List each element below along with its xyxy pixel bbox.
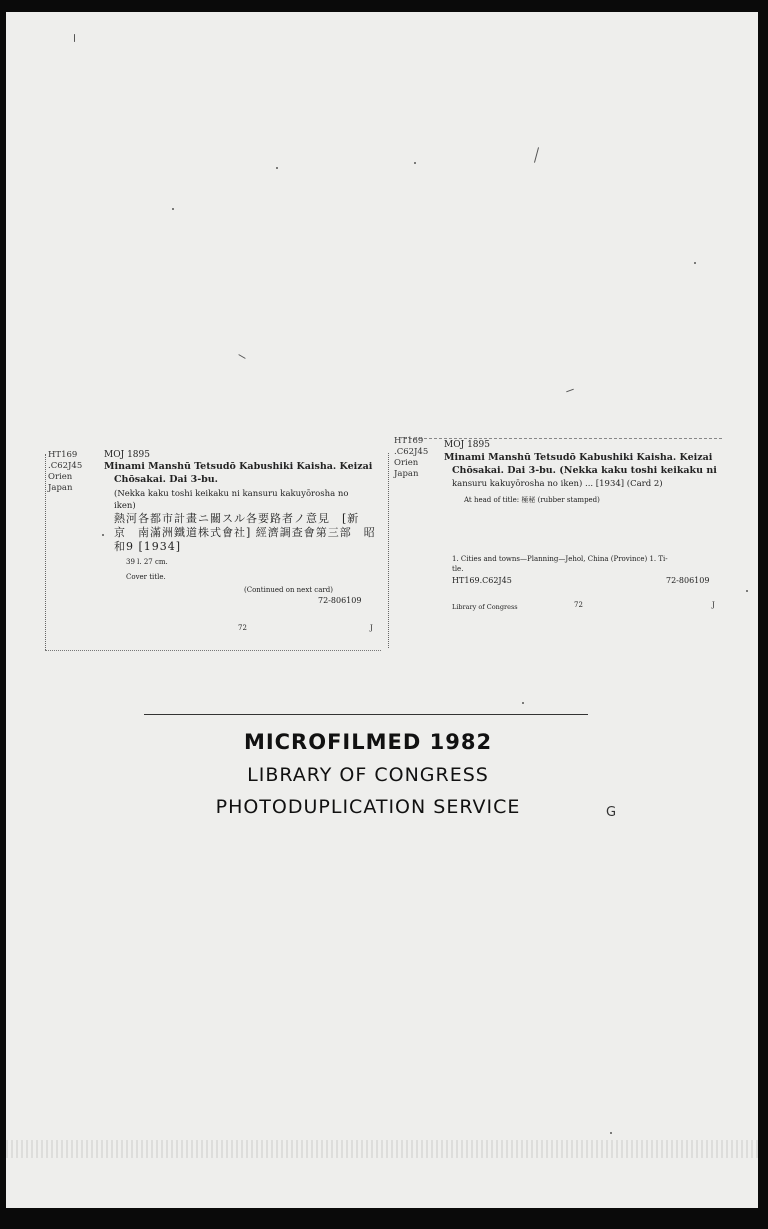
card-1-left-border xyxy=(45,454,46,650)
catalog-card-1 xyxy=(48,450,382,650)
card-2-accession: MOJ 1895 xyxy=(444,440,490,450)
stamp-library: LIBRARY OF CONGRESS xyxy=(247,764,489,786)
call-line: Japan xyxy=(48,483,73,493)
catalog-card-2 xyxy=(394,423,726,648)
card-1-accession: MOJ 1895 xyxy=(104,450,150,460)
card-1-continued: (Continued on next card) xyxy=(244,586,333,594)
card-1-main-entry: Minami Manshū Tetsudō Kabushiki Kaisha. Keizai xyxy=(104,461,373,472)
scan-speck xyxy=(534,147,539,163)
card-2-main-entry-cont: Chōsakai. Dai 3-bu. (Nekka kaku toshi keikaku ni xyxy=(452,465,717,476)
microfilm-sheet xyxy=(6,12,758,1208)
call-line: Orien xyxy=(394,458,419,468)
scan-speck xyxy=(746,590,748,592)
stamp-microfilmed: MICROFILMED 1982 xyxy=(243,730,493,754)
scan-speck xyxy=(74,34,75,42)
card-2-left-border xyxy=(388,453,389,648)
card-1-kanji-title: 熱河各都市計畫ニ關スル各要路者ノ意見 [新 xyxy=(114,512,360,525)
scan-speck xyxy=(522,702,524,704)
stamp-service: PHOTODUPLICATION SERVICE xyxy=(215,796,521,818)
card-1-lc-number: 72-806109 xyxy=(318,596,362,605)
card-2-class-number: HT169.C62J45 xyxy=(452,576,512,585)
card-2-main-entry-cont2: kansuru kakuyōrosha no iken) ... [1934] (Card 2) xyxy=(452,479,663,489)
call-line: HT169 xyxy=(48,450,78,460)
card-1-note: Cover title. xyxy=(126,573,166,581)
card-2-head-note: At head of title: 極秘 (rubber stamped) xyxy=(464,496,600,504)
card-2-main-entry: Minami Manshū Tetsudō Kabushiki Kaisha. Keizai xyxy=(444,452,713,463)
card-1-kanji-imprint: 京 南滿洲鐵道株式會社] 經濟調查會第三部 昭 xyxy=(114,526,376,539)
card-2-subject-cont: tle. xyxy=(452,565,464,573)
scan-speck xyxy=(566,389,574,393)
call-line: Japan xyxy=(394,469,419,479)
card-1-kanji-date: 和9 [1934] xyxy=(114,540,182,553)
call-line: .C62J45 xyxy=(48,461,83,471)
scan-speck xyxy=(172,208,174,210)
card-2-library: Library of Congress xyxy=(452,603,518,611)
scan-speck xyxy=(238,354,245,359)
card-1-footer-mark: J xyxy=(370,624,373,632)
stamp-mark: G xyxy=(606,805,617,820)
card-1-call-number xyxy=(48,450,82,494)
card-1-romanized-title: (Nekka kaku toshi keikaku ni kansuru kakuyōrosha no xyxy=(114,489,349,499)
card-2-footer-number: 72 xyxy=(574,601,583,609)
card-2-lc-number: 72-806109 xyxy=(666,576,710,585)
card-1-bottom-border xyxy=(45,650,381,651)
card-1-romanized-title-cont: iken) xyxy=(114,501,136,511)
card-2-call-number xyxy=(394,436,428,480)
scan-speck xyxy=(414,162,416,164)
scan-speck xyxy=(610,1132,612,1134)
card-2-footer-mark: J xyxy=(712,601,715,609)
call-line: Orien xyxy=(48,472,73,482)
card-2-subject: 1. Cities and towns—Planning—Jehol, China (Province) 1. Ti- xyxy=(452,555,668,563)
call-line: HT169 xyxy=(394,436,424,446)
film-edge-strip xyxy=(6,1140,758,1158)
scan-speck xyxy=(102,534,104,536)
call-line: .C62J45 xyxy=(394,447,429,457)
card-1-main-entry-cont: Chōsakai. Dai 3-bu. xyxy=(114,474,218,485)
card-1-footer-number: 72 xyxy=(238,624,247,632)
scan-speck xyxy=(276,167,278,169)
card-1-collation: 39 l. 27 cm. xyxy=(126,558,168,566)
stamp-rule xyxy=(144,714,588,715)
scan-speck xyxy=(694,262,696,264)
